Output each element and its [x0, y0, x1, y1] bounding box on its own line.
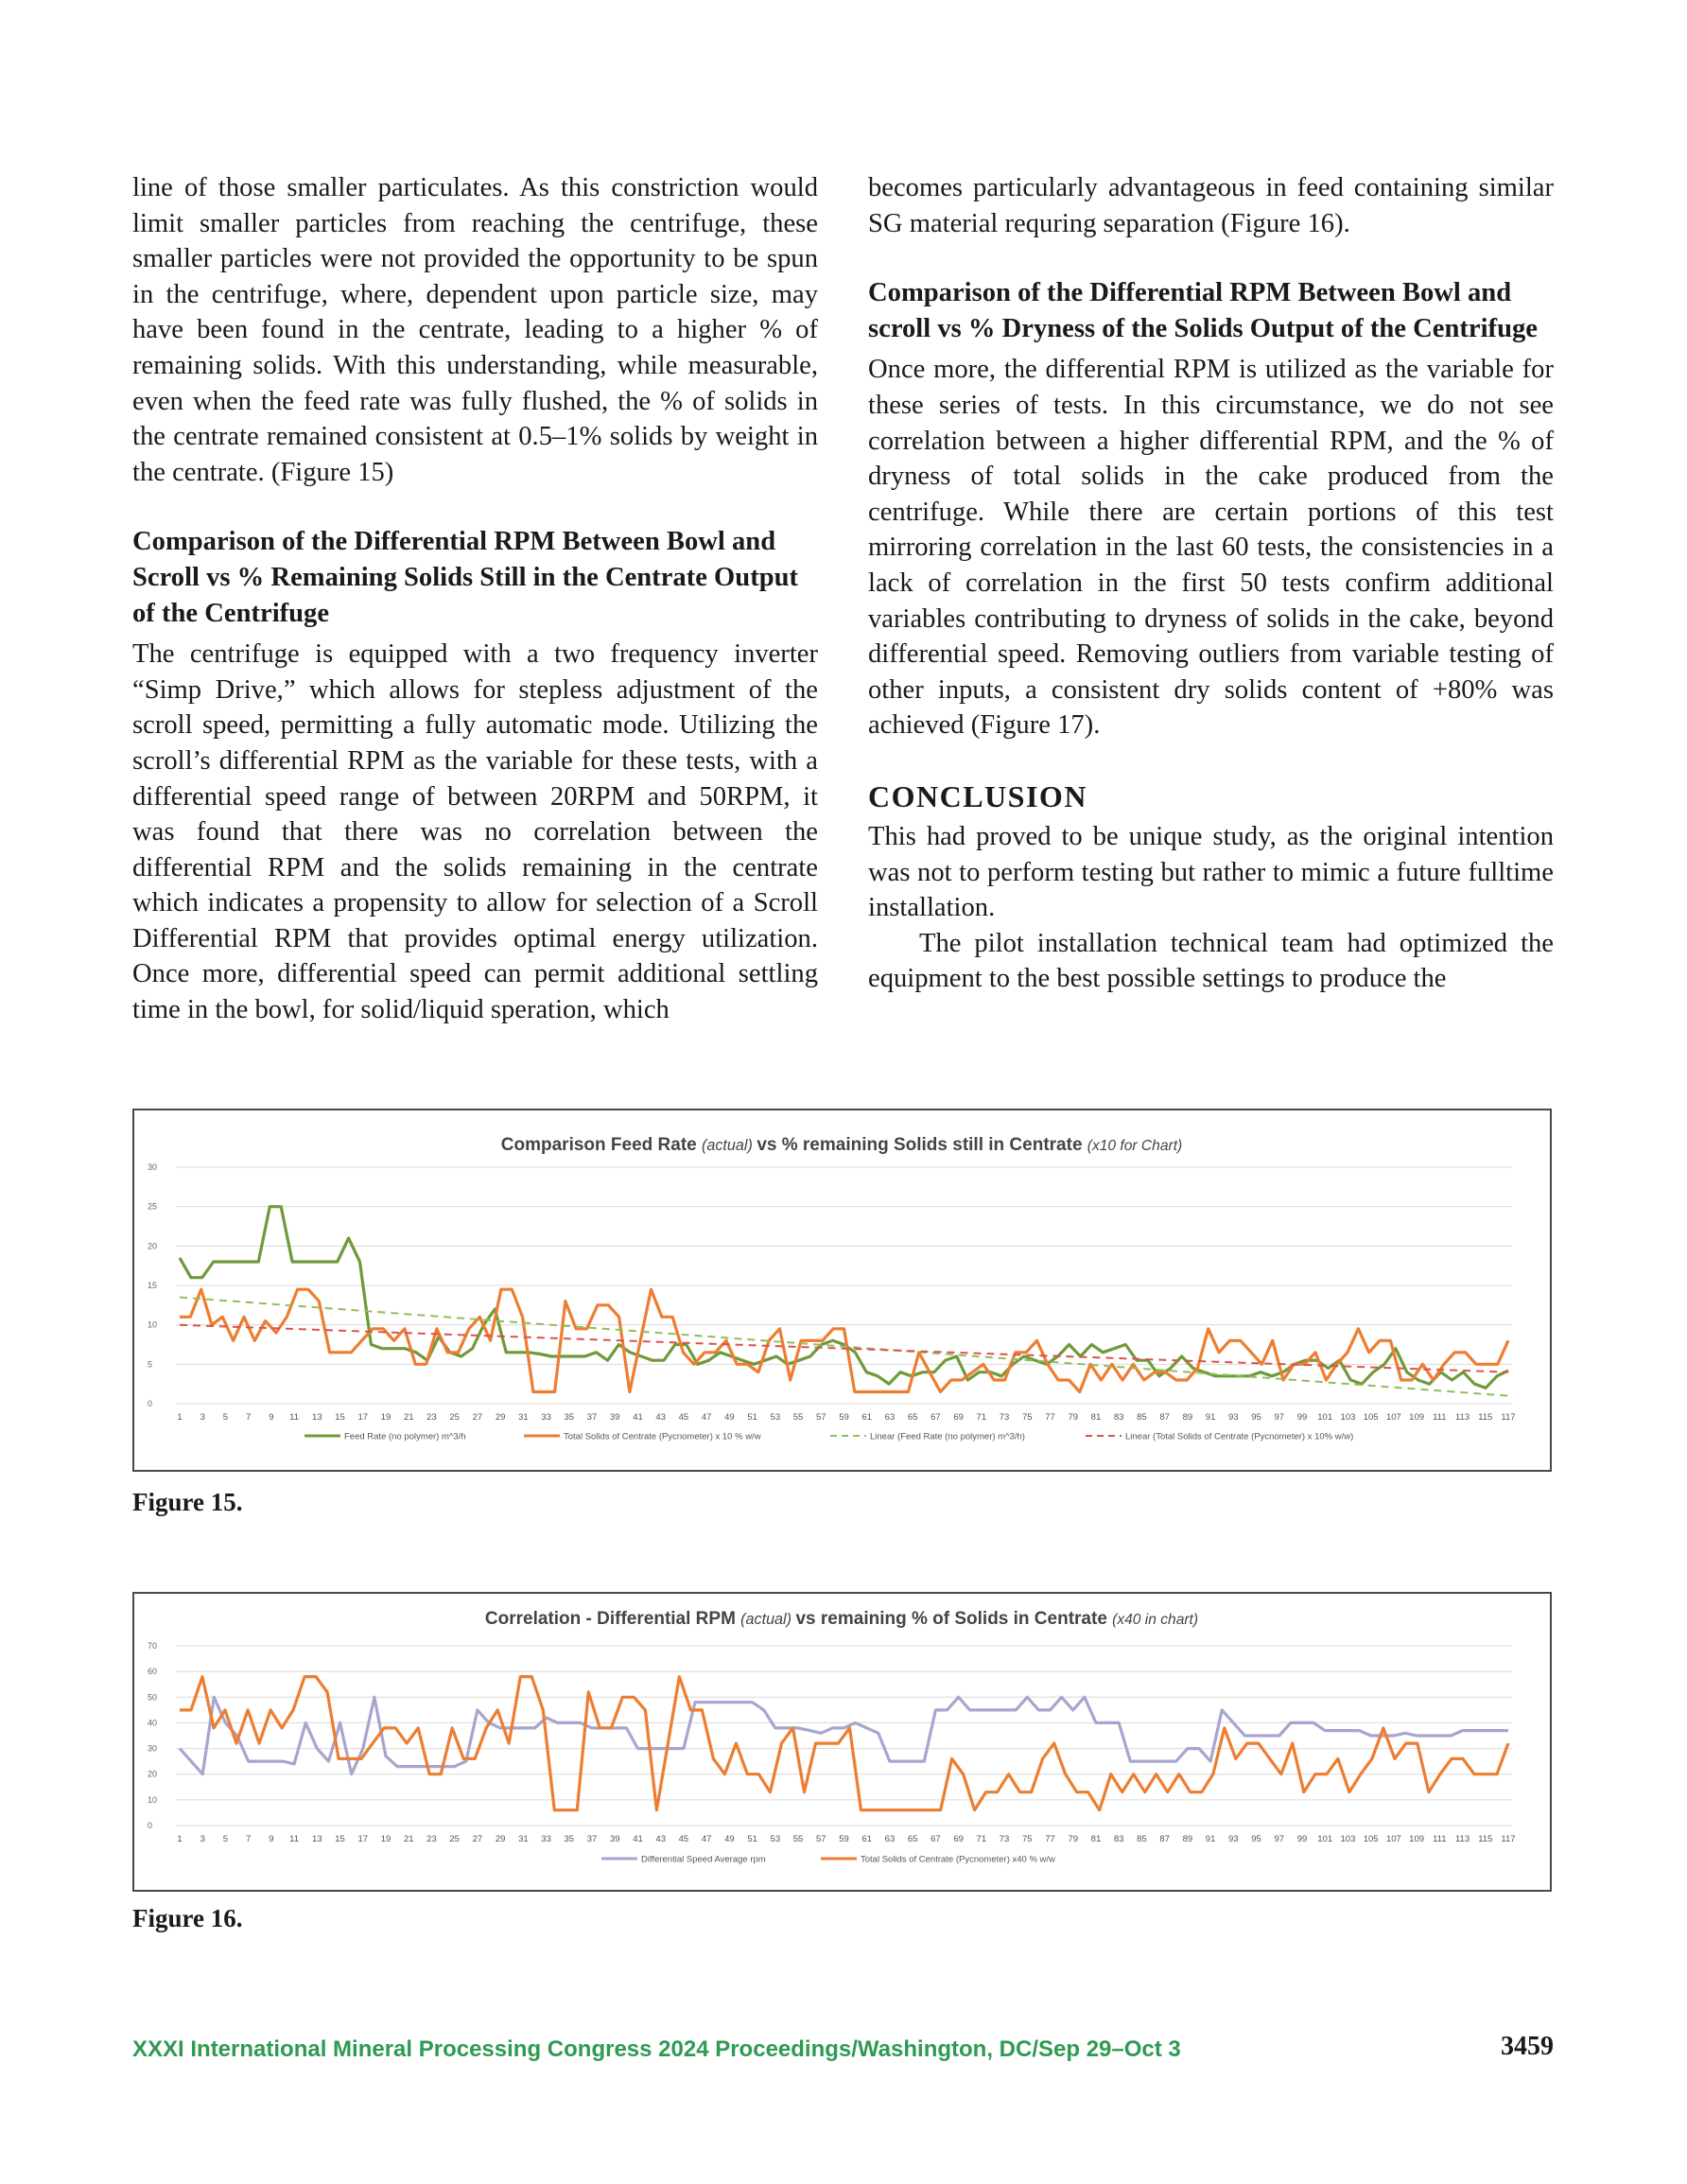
- x-tick-label: 31: [518, 1412, 529, 1423]
- x-tick-label: 15: [335, 1412, 345, 1423]
- figure-16-chart: [132, 1592, 1552, 1892]
- conclusion-heading: CONCLUSION: [868, 778, 1087, 813]
- conclusion-paragraph-1: This had proved to be unique study, as the original intention was not to perform testing but rather to mimic a future fulltime installation.: [868, 821, 1554, 923]
- x-tick-label: 99: [1296, 1834, 1308, 1844]
- x-tick-label: 67: [930, 1412, 941, 1423]
- x-tick-label: 105: [1363, 1834, 1379, 1844]
- x-tick-label: 19: [380, 1834, 391, 1844]
- x-tick-label: 93: [1228, 1412, 1239, 1423]
- y-tick-label: 70: [148, 1641, 158, 1651]
- y-tick-label: 0: [148, 1399, 153, 1408]
- x-tick-label: 9: [269, 1412, 274, 1423]
- x-tick-label: 47: [701, 1834, 712, 1844]
- x-tick-label: 59: [839, 1412, 849, 1423]
- left-paragraph-1: line of those smaller particulates. As this constriction would limit smaller particles from reaching the centrifuge, these smaller particles were not provided the opportunity to be spun in the centrifuge, where, dependent upon particle size, may have been found in the centrate, leading to a higher % of remaining solids. With this understanding, while measurable, even when the feed rate was fully flushed, the % of solids in the centrate remained consistent at 0.5–1% solids by weight in the centrate. (Figure 15): [132, 173, 818, 487]
- x-tick-label: 47: [701, 1412, 712, 1423]
- x-tick-label: 51: [747, 1412, 757, 1423]
- x-tick-label: 95: [1251, 1412, 1261, 1423]
- chart-title-part: Correlation - Differential RPM: [484, 1609, 741, 1629]
- x-tick-label: 1: [177, 1412, 183, 1423]
- x-tick-label: 55: [792, 1834, 804, 1844]
- page-number: 3459: [1501, 2032, 1554, 2061]
- x-tick-label: 87: [1159, 1834, 1170, 1844]
- x-tick-label: 9: [269, 1834, 274, 1844]
- series-line-2: [180, 1677, 1508, 1810]
- x-tick-label: 35: [564, 1412, 575, 1423]
- x-tick-label: 41: [633, 1412, 643, 1423]
- x-tick-label: 21: [403, 1834, 414, 1844]
- x-tick-label: 63: [884, 1834, 896, 1844]
- legend-label: Linear (Feed Rate (no polymer) m^3/h): [870, 1431, 1025, 1442]
- x-tick-label: 3: [200, 1834, 205, 1844]
- x-tick-label: 83: [1113, 1834, 1124, 1844]
- conclusion-paragraph-2: The pilot installation technical team had optimized the equipment to the best possible settings to produce the: [868, 928, 1554, 994]
- y-tick-label: 5: [148, 1359, 153, 1370]
- left-section-heading: Comparison of the Differential RPM Between Bowl and Scroll vs % Remaining Solids Still in the Centrate Output of the Centrifuge: [132, 527, 799, 628]
- x-tick-label: 71: [976, 1834, 987, 1844]
- figure-16-svg: [134, 1594, 1550, 1890]
- x-tick-label: 91: [1205, 1834, 1216, 1844]
- x-tick-label: 81: [1090, 1834, 1102, 1844]
- figure-15-chart: [132, 1109, 1552, 1472]
- chart-title-part: (x10 for Chart): [1087, 1138, 1183, 1154]
- x-tick-label: 101: [1317, 1834, 1333, 1844]
- x-tick-label: 107: [1385, 1834, 1401, 1844]
- chart-title: [485, 1609, 1198, 1629]
- x-tick-label: 33: [541, 1412, 551, 1423]
- x-tick-label: 5: [222, 1834, 229, 1844]
- y-tick-label: 30: [148, 1162, 158, 1172]
- x-tick-label: 35: [564, 1834, 575, 1844]
- x-tick-label: 31: [518, 1834, 529, 1844]
- figure-15-svg: [134, 1110, 1550, 1470]
- x-tick-label: 75: [1022, 1834, 1033, 1844]
- y-tick-label: 20: [148, 1769, 158, 1779]
- y-tick-label: 30: [148, 1743, 158, 1754]
- x-tick-label: 57: [815, 1834, 826, 1844]
- legend-label: Total Solids of Centrate (Pycnometer) x40 % w/w: [861, 1854, 1055, 1865]
- x-tick-label: 63: [884, 1412, 896, 1423]
- y-tick-label: 10: [148, 1319, 158, 1330]
- x-tick-label: 59: [839, 1834, 849, 1844]
- x-tick-label: 111: [1433, 1412, 1447, 1423]
- x-tick-label: 53: [770, 1834, 781, 1844]
- x-tick-label: 45: [678, 1834, 689, 1844]
- x-tick-label: 7: [246, 1412, 252, 1423]
- x-tick-label: 13: [312, 1412, 322, 1423]
- x-tick-label: 85: [1137, 1834, 1147, 1844]
- x-tick-label: 101: [1317, 1412, 1333, 1423]
- x-tick-label: 109: [1409, 1412, 1425, 1423]
- x-tick-label: 61: [861, 1834, 873, 1844]
- y-tick-label: 15: [148, 1281, 158, 1290]
- left-paragraph-2: The centrifuge is equipped with a two frequency inverter “Simp Drive,” which allows for stepless adjustment of the scroll speed, permitting a fully automatic mode. Utilizing the scroll’s differential RPM as the variable for these tests, with a differential speed range of between 20RPM and 50RPM, it was found that there was no correlation between the differential RPM and the solids remaining in the centrate which indicates a propensity to allow for selection of a Scroll Differential RPM that provides optimal energy utilization. Once more, differential speed can permit additional settling time in the bowl, for solid/liquid speration, which: [132, 639, 818, 1025]
- x-tick-label: 105: [1363, 1412, 1379, 1423]
- x-tick-label: 117: [1501, 1834, 1516, 1844]
- legend-label: Feed Rate (no polymer) m^3/h: [344, 1431, 466, 1442]
- x-tick-label: 13: [312, 1834, 322, 1844]
- x-tick-label: 117: [1501, 1412, 1516, 1423]
- x-tick-label: 11: [289, 1834, 300, 1844]
- right-section-heading: Comparison of the Differential RPM Between Bowl and scroll vs % Dryness of the Solids Output of the Centrifuge: [868, 278, 1538, 343]
- x-tick-label: 39: [609, 1834, 620, 1844]
- x-tick-label: 37: [586, 1412, 598, 1423]
- right-paragraph-2: Once more, the differential RPM is utilized as the variable for these series of tests. In this circumstance, we do not see correlation between a higher differential RPM, and the % of dryness of total solids in the cake produced from the centrifuge. While there are certain portions of this test mirroring correlation in the last 60 tests, the consistencies in a lack of correlation in the first 50 tests confirm additional variables contributing to dryness of solids in the cake, beyond differential speed. Removing outliers from variable testing of other inputs, a consistent dry solids content of +80% was achieved (Figure 17).: [868, 355, 1554, 741]
- x-tick-label: 93: [1228, 1834, 1239, 1844]
- x-tick-label: 49: [724, 1412, 735, 1423]
- x-tick-label: 111: [1433, 1834, 1447, 1844]
- chart-title-part: vs remaining % of Solids in Centrate: [795, 1609, 1113, 1629]
- y-tick-label: 20: [148, 1241, 158, 1251]
- footer-proceedings: XXXI International Mineral Processing Congress 2024 Proceedings/Washington, DC/Sep 29–Oct 3: [132, 2036, 1181, 2062]
- x-tick-label: 97: [1274, 1834, 1285, 1844]
- x-tick-label: 87: [1159, 1412, 1170, 1423]
- x-tick-label: 71: [976, 1412, 987, 1423]
- x-tick-label: 29: [495, 1834, 506, 1844]
- x-tick-label: 51: [747, 1834, 757, 1844]
- x-tick-label: 113: [1454, 1412, 1470, 1423]
- x-tick-label: 19: [380, 1412, 391, 1423]
- x-tick-label: 21: [403, 1412, 414, 1423]
- x-tick-label: 25: [449, 1412, 460, 1423]
- x-tick-label: 65: [907, 1412, 918, 1423]
- figure-15-caption: Figure 15.: [132, 1488, 243, 1516]
- x-tick-label: 1: [177, 1834, 183, 1844]
- x-tick-label: 33: [541, 1834, 551, 1844]
- y-tick-label: 60: [148, 1667, 158, 1677]
- x-tick-label: 41: [633, 1834, 643, 1844]
- x-tick-label: 29: [495, 1412, 506, 1423]
- x-tick-label: 5: [222, 1412, 229, 1423]
- legend-label: Linear (Total Solids of Centrate (Pycnometer) x 10% w/w): [1125, 1431, 1354, 1442]
- x-tick-label: 17: [357, 1412, 369, 1423]
- x-tick-label: 57: [815, 1412, 826, 1423]
- y-tick-label: 10: [148, 1794, 158, 1805]
- right-paragraph-1: becomes particularly advantageous in feed containing similar SG material requring separation (Figure 16).: [868, 173, 1554, 238]
- y-tick-label: 0: [148, 1821, 153, 1830]
- x-tick-label: 53: [770, 1412, 781, 1423]
- x-tick-label: 91: [1205, 1412, 1216, 1423]
- legend-label: Differential Speed Average rpm: [641, 1854, 766, 1865]
- y-tick-label: 50: [148, 1692, 158, 1703]
- legend-label: Total Solids of Centrate (Pycnometer) x 10 % w/w: [564, 1431, 761, 1442]
- x-tick-label: 27: [472, 1412, 483, 1423]
- x-tick-label: 27: [472, 1834, 483, 1844]
- x-tick-label: 49: [724, 1834, 735, 1844]
- x-tick-label: 107: [1385, 1412, 1401, 1423]
- chart-title-part: (actual): [740, 1611, 796, 1628]
- x-tick-label: 73: [999, 1412, 1010, 1423]
- right-column: [868, 170, 1554, 997]
- y-tick-label: 25: [148, 1201, 158, 1212]
- y-tick-label: 40: [148, 1718, 158, 1728]
- chart-title: [501, 1135, 1182, 1155]
- x-tick-label: 79: [1068, 1412, 1079, 1423]
- x-tick-label: 43: [655, 1834, 666, 1844]
- x-tick-label: 79: [1068, 1834, 1079, 1844]
- x-tick-label: 3: [200, 1412, 205, 1423]
- chart-title-part: (actual): [702, 1137, 757, 1154]
- x-tick-label: 113: [1454, 1834, 1470, 1844]
- x-tick-label: 89: [1182, 1834, 1193, 1844]
- x-tick-label: 95: [1251, 1834, 1261, 1844]
- x-tick-label: 99: [1296, 1412, 1308, 1423]
- x-tick-label: 73: [999, 1834, 1010, 1844]
- x-tick-label: 11: [289, 1412, 300, 1423]
- x-tick-label: 37: [586, 1834, 598, 1844]
- x-tick-label: 23: [426, 1412, 437, 1423]
- x-tick-label: 89: [1182, 1412, 1193, 1423]
- x-tick-label: 25: [449, 1834, 460, 1844]
- x-tick-label: 103: [1340, 1412, 1356, 1423]
- left-column: [132, 170, 818, 1028]
- x-tick-label: 115: [1478, 1834, 1493, 1844]
- x-tick-label: 115: [1478, 1412, 1493, 1423]
- x-tick-label: 7: [246, 1834, 252, 1844]
- x-tick-label: 45: [678, 1412, 689, 1423]
- x-tick-label: 83: [1113, 1412, 1124, 1423]
- x-tick-label: 69: [953, 1412, 964, 1423]
- x-tick-label: 103: [1340, 1834, 1356, 1844]
- x-tick-label: 97: [1274, 1412, 1285, 1423]
- series-line-2: [180, 1289, 1508, 1391]
- x-tick-label: 65: [907, 1834, 918, 1844]
- x-tick-label: 69: [953, 1834, 964, 1844]
- x-tick-label: 15: [335, 1834, 345, 1844]
- x-tick-label: 75: [1022, 1412, 1033, 1423]
- x-tick-label: 55: [792, 1412, 804, 1423]
- x-tick-label: 109: [1409, 1834, 1425, 1844]
- x-tick-label: 61: [861, 1412, 873, 1423]
- chart-title-part: vs % remaining Solids still in Centrate: [757, 1135, 1087, 1155]
- x-tick-label: 81: [1090, 1412, 1102, 1423]
- x-tick-label: 17: [357, 1834, 369, 1844]
- figure-16-caption: Figure 16.: [132, 1904, 243, 1932]
- x-tick-label: 39: [609, 1412, 620, 1423]
- x-tick-label: 23: [426, 1834, 437, 1844]
- x-tick-label: 77: [1045, 1412, 1055, 1423]
- x-tick-label: 43: [655, 1412, 666, 1423]
- x-tick-label: 67: [930, 1834, 941, 1844]
- chart-title-part: (x40 in chart): [1112, 1612, 1199, 1628]
- chart-title-part: Comparison Feed Rate: [500, 1135, 702, 1155]
- x-tick-label: 77: [1045, 1834, 1055, 1844]
- x-tick-label: 85: [1137, 1412, 1147, 1423]
